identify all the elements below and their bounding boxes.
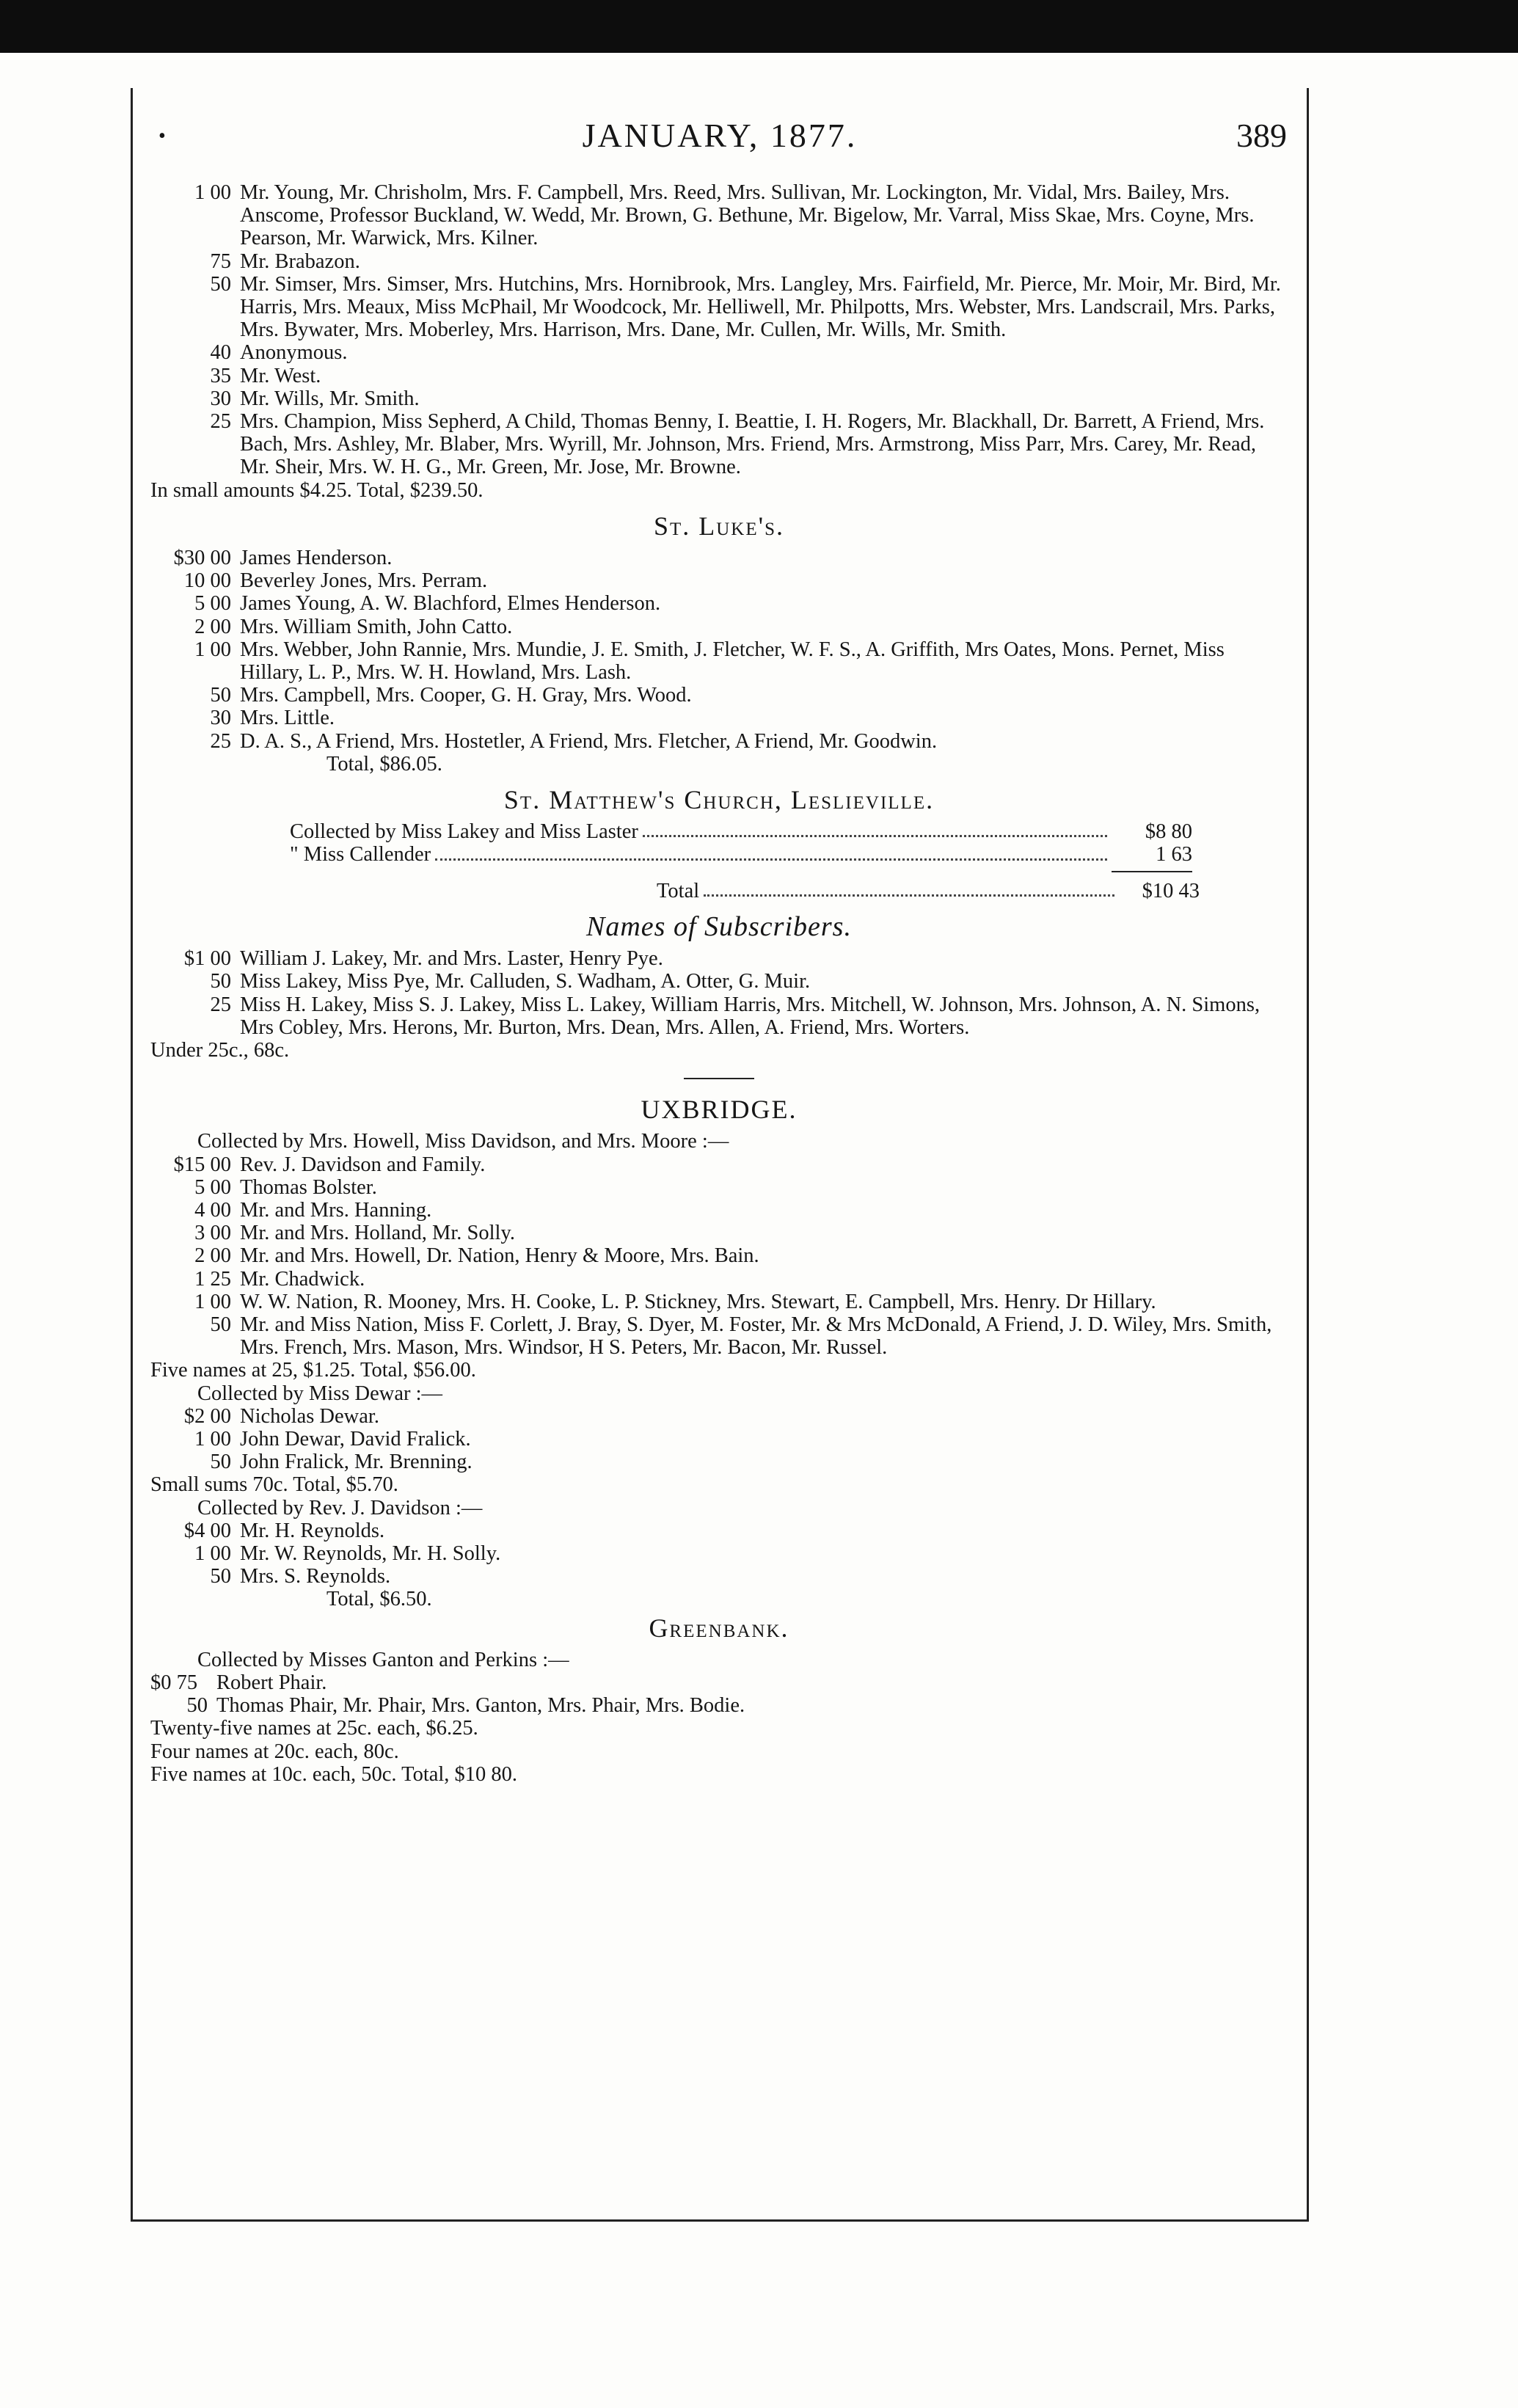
list-item <box>150 616 1288 638</box>
amount: 50 <box>210 970 231 993</box>
list-item <box>150 1313 1288 1359</box>
names: John Fralick, Mr. Brenning. <box>240 1451 472 1474</box>
section-total: Total, $6.50. <box>326 1588 432 1611</box>
collected-by: Collected by Misses Ganton and Perkins :— <box>197 1648 569 1671</box>
names: Mrs. Champion, Miss Sepherd, A Child, Thomas Benny, I. Beattie, I. H. Rogers, Mr. Blackhall, Dr. Barrett, A Friend, Mrs. Bach, Mrs. Ashley, Mr. Blaber, Mrs. Wyrill, Mr. Johnson, Mrs. Friend, Mrs. Armstrong, Miss Parr, Mrs. Carey, Mr. Read, Mr. Sheir, Mrs. W. H. G., Mr. Green, Mr. Jose, Mr. Browne. <box>240 410 1265 479</box>
names: Mr. Chadwick. <box>240 1267 365 1291</box>
list-item <box>150 250 1288 273</box>
list-item <box>150 1451 1288 1473</box>
page-header <box>131 116 1309 160</box>
names: Mrs. Little. <box>240 707 335 730</box>
names: Mr. Wills, Mr. Smith. <box>240 387 420 410</box>
amount: 50 <box>186 1694 208 1718</box>
summary-line: Five names at 10c. each, 50c. Total, $10 80. <box>150 1762 518 1786</box>
list-item <box>150 341 1288 364</box>
list-item <box>150 993 1288 1039</box>
total-label: Total <box>657 879 700 902</box>
list-item <box>150 1694 1288 1717</box>
list-item <box>150 547 1288 569</box>
section-total: Five names at 25, $1.25. Total, $56.00. <box>150 1359 476 1382</box>
amount: $0 75 <box>150 1671 198 1694</box>
total-value: $10 43 <box>1142 879 1200 902</box>
section-heading-uxbridge: UXBRIDGE. <box>641 1095 798 1125</box>
names: Rev. J. Davidson and Family. <box>240 1153 486 1176</box>
names: Mr. West. <box>240 364 321 387</box>
amount: $2 00 <box>183 1404 231 1428</box>
collection-line <box>150 820 1192 843</box>
amount: 10 00 <box>183 569 231 593</box>
amount: 5 00 <box>194 1175 231 1199</box>
page-number: 389 <box>1236 117 1287 154</box>
list-item <box>150 1519 1288 1542</box>
amount: 25 <box>210 729 231 753</box>
section-divider <box>684 1078 754 1079</box>
list-item <box>150 1542 1288 1565</box>
list-item <box>150 1405 1288 1428</box>
amount: 1 00 <box>194 1542 231 1565</box>
collected-by: Collected by Rev. J. Davidson :— <box>197 1496 483 1519</box>
amount: 50 <box>210 1451 231 1474</box>
dot-leader <box>643 820 1107 837</box>
amount: 50 <box>210 1313 231 1336</box>
page-title: JANUARY, 1877. <box>582 117 858 154</box>
amount: 50 <box>210 272 231 296</box>
names: Mr. Simser, Mrs. Simser, Mrs. Hutchins, Mrs. Hornibrook, Mrs. Langley, Mrs. Fairfield, Mr. Pierce, Mr. Moir, Mr. Bird, Mr. Harris, Mrs. Meaux, Miss McPhail, Mr Woodcock, Mr. Helliwell, Mr. Philpotts, Mrs. Webster, Mrs. Landscrail, Mrs. Parks, Mrs. Bywater, Mrs. Moberley, Mrs. Harrison, Mrs. Dane, Mr. Cullen, Mr. Wills, Mr. Smith. <box>240 272 1281 342</box>
section-heading-st-lukes: St. Luke's. <box>653 511 785 541</box>
summary-line: Twenty-five names at 25c. each, $6.25. <box>150 1717 478 1740</box>
names: W. W. Nation, R. Mooney, Mrs. H. Cooke, L. P. Stickney, Mrs. Stewart, E. Campbell, Mrs. Henry. Dr Hillary. <box>240 1290 1156 1313</box>
list-item <box>150 181 1288 250</box>
dot-leader <box>704 880 1114 897</box>
names: William J. Lakey, Mr. and Mrs. Laster, Henry Pye. <box>240 947 663 971</box>
scan-top-bar <box>0 0 1518 53</box>
amount: 4 00 <box>194 1198 231 1222</box>
names: Mr. H. Reynolds. <box>240 1519 385 1542</box>
list-item <box>150 1291 1288 1313</box>
amount: 30 <box>210 387 231 410</box>
section-total: In small amounts $4.25. Total, $239.50. <box>150 478 484 502</box>
amount: 2 00 <box>194 615 231 638</box>
list-item <box>150 1153 1288 1176</box>
list-item <box>150 970 1288 993</box>
list-item <box>150 947 1288 970</box>
amount: 35 <box>210 364 231 387</box>
amount: 50 <box>210 1565 231 1588</box>
section-heading-greenbank: Greenbank. <box>649 1613 789 1643</box>
collection-line <box>150 843 1192 866</box>
list-item <box>150 1428 1288 1451</box>
collected-by: Collected by Mrs. Howell, Miss Davidson, and Mrs. Moore :— <box>197 1130 729 1153</box>
summary-line: Four names at 20c. each, 80c. <box>150 1740 399 1763</box>
subscribers-heading: Names of Subscribers. <box>586 911 852 942</box>
amount: 40 <box>210 341 231 365</box>
names: Miss H. Lakey, Miss S. J. Lakey, Miss L. Lakey, William Harris, Mrs. Mitchell, W. Johnson, Mrs. Johnson, A. N. Simons, Mrs Cobley, Mrs. Herons, Mr. Burton, Mrs. Dean, Mrs. Allen, A. Friend, Mrs. Worters. <box>240 993 1260 1039</box>
dot-leader <box>435 843 1107 860</box>
amount: 1 00 <box>194 181 231 204</box>
names: Mr. and Miss Nation, Miss F. Corlett, J. Bray, S. Dyer, M. Foster, Mr. & Mrs McDonald, A Friend, J. D. Wiley, Mrs. Smith, Mrs. French, Mrs. Mason, Mrs. Windsor, H S. Peters, Mr. Bacon, Mr. Russel. <box>240 1313 1272 1360</box>
list-item <box>150 730 1288 753</box>
list-item <box>150 387 1288 410</box>
list-item <box>150 1565 1288 1588</box>
names: Mr. W. Reynolds, Mr. H. Solly. <box>240 1542 501 1565</box>
amount: 25 <box>210 993 231 1016</box>
amount: $30 00 <box>173 547 231 570</box>
list-item <box>150 684 1288 707</box>
list-item <box>150 569 1288 592</box>
section-total: Total, $86.05. <box>326 752 442 776</box>
total-rule <box>1112 871 1192 872</box>
collection-label: " Miss Callender <box>290 843 431 866</box>
names: Mr. Young, Mr. Chrisholm, Mrs. F. Campbell, Mrs. Reed, Mrs. Sullivan, Mr. Lockington, Mr. Vidal, Mrs. Bailey, Mrs. Anscome, Professor Buckland, W. Wedd, Mr. Brown, G. Bethune, Mr. Bigelow, Mr. Varral, Miss Skae, Mrs. Coyne, Mrs. Pearson, Mr. Warwick, Mrs. Kilner. <box>240 181 1255 250</box>
list-item <box>150 1222 1288 1244</box>
collection-total <box>150 880 1200 902</box>
collection-value: $8 80 <box>1145 820 1192 844</box>
list-item <box>150 410 1288 479</box>
list-item <box>150 1268 1288 1291</box>
amount: 30 <box>210 707 231 730</box>
names: Mr. Brabazon. <box>240 249 360 273</box>
names: Beverley Jones, Mrs. Perram. <box>240 569 488 593</box>
amount: $1 00 <box>183 947 231 971</box>
amount: 50 <box>210 684 231 707</box>
list-item <box>150 273 1288 342</box>
header-dot: • <box>158 125 166 147</box>
amount: 3 00 <box>194 1222 231 1245</box>
list-item <box>150 638 1288 684</box>
names: James Young, A. W. Blachford, Elmes Henderson. <box>240 592 661 616</box>
list-item <box>150 707 1288 729</box>
names: Mrs. S. Reynolds. <box>240 1565 391 1588</box>
names: Mrs. Webber, John Rannie, Mrs. Mundie, J. E. Smith, J. Fletcher, W. F. S., A. Griffith, Mrs Oates, Mons. Pernet, Miss Hillary, L. P., Mrs. W. H. Howland, Mrs. Lash. <box>240 638 1225 685</box>
amount: 2 00 <box>194 1244 231 1268</box>
names: Thomas Bolster. <box>240 1175 377 1199</box>
names: Nicholas Dewar. <box>240 1404 379 1428</box>
names: Mr. and Mrs. Holland, Mr. Solly. <box>240 1222 515 1245</box>
collected-by: Collected by Miss Dewar :— <box>197 1382 443 1405</box>
names: Mrs. Campbell, Mrs. Cooper, G. H. Gray, Mrs. Wood. <box>240 684 692 707</box>
names: Mr. and Mrs. Hanning. <box>240 1198 432 1222</box>
section-heading-st-matthews: St. Matthew's Church, Leslieville. <box>503 785 935 815</box>
collection-label: Collected by Miss Lakey and Miss Laster <box>290 820 638 844</box>
names: Thomas Phair, Mr. Phair, Mrs. Ganton, Mrs. Phair, Mrs. Bodie. <box>216 1694 745 1718</box>
amount: $4 00 <box>183 1519 231 1542</box>
amount: 1 25 <box>194 1267 231 1291</box>
list-item <box>150 365 1288 387</box>
collection-value: 1 63 <box>1156 843 1192 866</box>
list-item <box>150 1199 1288 1222</box>
names: Mr. and Mrs. Howell, Dr. Nation, Henry & Moore, Mrs. Bain. <box>240 1244 759 1268</box>
names: Robert Phair. <box>216 1671 327 1694</box>
amount: 75 <box>210 249 231 273</box>
amount: $15 00 <box>173 1153 231 1176</box>
section-total: Under 25c., 68c. <box>150 1038 290 1062</box>
amount: 1 00 <box>194 1290 231 1313</box>
names: Miss Lakey, Miss Pye, Mr. Calluden, S. Wadham, A. Otter, G. Muir. <box>240 970 811 993</box>
page-content <box>150 181 1288 1786</box>
names: D. A. S., A Friend, Mrs. Hostetler, A Friend, Mrs. Fletcher, A Friend, Mr. Goodwin. <box>240 729 938 753</box>
list-item <box>150 592 1288 615</box>
names: James Henderson. <box>240 547 393 570</box>
list-item <box>150 1244 1288 1267</box>
amount: 1 00 <box>194 638 231 661</box>
list-item <box>150 1176 1288 1199</box>
list-item <box>150 1671 1288 1694</box>
amount: 25 <box>210 410 231 434</box>
names: John Dewar, David Fralick. <box>240 1427 471 1451</box>
names: Mrs. William Smith, John Catto. <box>240 615 513 638</box>
amount: 1 00 <box>194 1427 231 1451</box>
amount: 5 00 <box>194 592 231 616</box>
section-total: Small sums 70c. Total, $5.70. <box>150 1473 398 1497</box>
names: Anonymous. <box>240 341 348 365</box>
